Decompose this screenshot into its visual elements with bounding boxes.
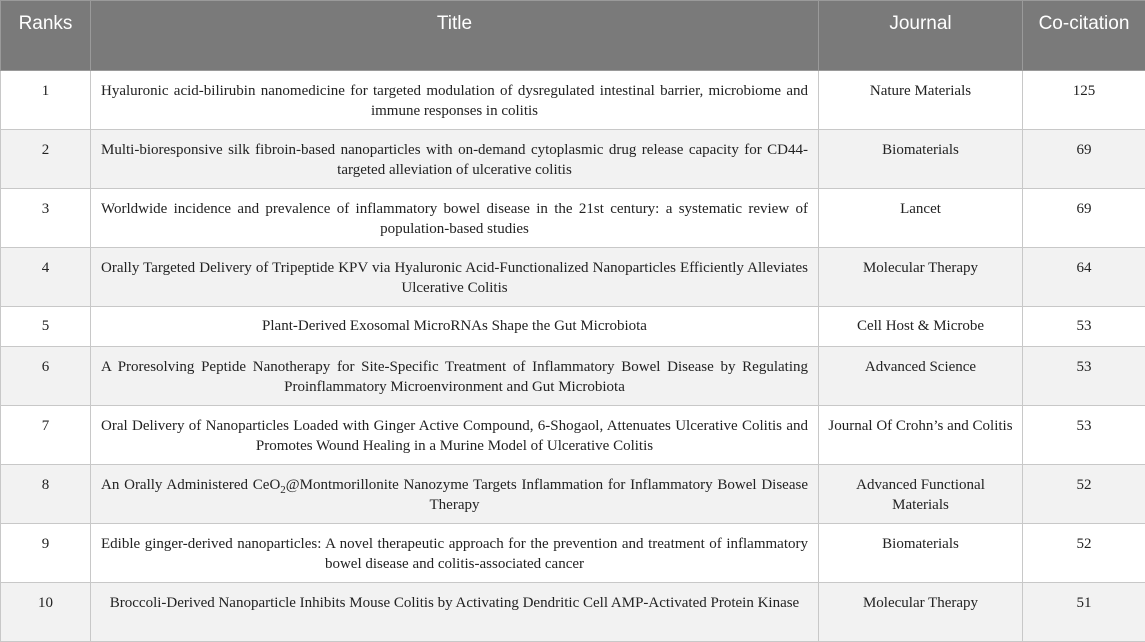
cocitation-cell: 53: [1023, 406, 1145, 465]
rank-cell: 3: [1, 189, 91, 248]
rank-cell: 2: [1, 130, 91, 189]
title-text-pre: An Orally Administered CeO: [101, 477, 281, 493]
cocitation-cell: 125: [1023, 71, 1145, 130]
cocitation-cell: 53: [1023, 307, 1145, 347]
table-row: [1, 248, 1145, 307]
journal-cell: Lancet: [819, 189, 1023, 248]
header-journal: Journal: [819, 1, 1023, 71]
journal-cell: Cell Host & Microbe: [819, 307, 1023, 347]
title-subscript: 2: [280, 484, 286, 496]
title-cell: Edible ginger-derived nanoparticles: A novel therapeutic approach for the prevention and treatment of inflammatory bowel disease and colitis-associated cancer: [91, 524, 819, 583]
title-cell: Worldwide incidence and prevalence of inflammatory bowel disease in the 21st century: a systematic review of population-based studies: [91, 189, 819, 248]
title-text-post: @Montmorillonite Nanozyme Targets Inflammation for Inflammatory Bowel Disease Therapy: [285, 477, 808, 513]
table-row: [1, 465, 1145, 524]
cocitation-cell: 52: [1023, 524, 1145, 583]
rank-cell: 6: [1, 347, 91, 406]
cocitation-cell: 69: [1023, 189, 1145, 248]
table-row: [1, 189, 1145, 248]
table-row: [1, 583, 1145, 642]
rank-cell: 10: [1, 583, 91, 642]
header-row: [1, 1, 1145, 71]
rank-cell: 9: [1, 524, 91, 583]
table-row: [1, 406, 1145, 465]
cocitation-cell: 52: [1023, 465, 1145, 524]
journal-cell: Advanced Functional Materials: [819, 465, 1023, 524]
title-cell: Orally Targeted Delivery of Tripeptide KPV via Hyaluronic Acid-Functionalized Nanoparticles Efficiently Alleviates Ulcerative Colitis: [91, 248, 819, 307]
title-cell: Multi-bioresponsive silk fibroin-based nanoparticles with on-demand cytoplasmic drug release capacity for CD44-targeted alleviation of ulcerative colitis: [91, 130, 819, 189]
journal-cell: Molecular Therapy: [819, 248, 1023, 307]
title-cell: Oral Delivery of Nanoparticles Loaded with Ginger Active Compound, 6-Shogaol, Attenuates Ulcerative Colitis and Promotes Wound Healing in a Murine Model of Ulcerative Colitis: [91, 406, 819, 465]
rank-cell: 7: [1, 406, 91, 465]
rank-cell: 8: [1, 465, 91, 524]
title-cell: A Proresolving Peptide Nanotherapy for Site-Specific Treatment of Inflammatory Bowel Disease by Regulating Proinflammatory Microenvironment and Gut Microbiota: [91, 347, 819, 406]
journal-cell: Journal Of Crohn’s and Colitis: [819, 406, 1023, 465]
header-rank: Ranks: [1, 1, 91, 71]
table-row: [1, 307, 1145, 347]
journal-cell: Advanced Science: [819, 347, 1023, 406]
cocitation-cell: 53: [1023, 347, 1145, 406]
title-cell: Broccoli-Derived Nanoparticle Inhibits Mouse Colitis by Activating Dendritic Cell AMP-Activated Protein Kinase: [91, 583, 819, 642]
journal-cell: Nature Materials: [819, 71, 1023, 130]
header-title: Title: [91, 1, 819, 71]
cocitation-cell: 69: [1023, 130, 1145, 189]
header-cocitation: Co-citation: [1023, 1, 1145, 71]
rank-cell: 4: [1, 248, 91, 307]
title-cell: Hyaluronic acid-bilirubin nanomedicine for targeted modulation of dysregulated intestinal barrier, microbiome and immune responses in colitis: [91, 71, 819, 130]
title-cell: Plant-Derived Exosomal MicroRNAs Shape the Gut Microbiota: [91, 307, 819, 347]
journal-cell: Molecular Therapy: [819, 583, 1023, 642]
rank-cell: 5: [1, 307, 91, 347]
journal-cell: Biomaterials: [819, 130, 1023, 189]
cocitation-cell: 64: [1023, 248, 1145, 307]
table-row: [1, 71, 1145, 130]
cocitation-cell: 51: [1023, 583, 1145, 642]
journal-cell: Biomaterials: [819, 524, 1023, 583]
rank-cell: 1: [1, 71, 91, 130]
title-cell: [91, 465, 819, 524]
table-row: [1, 130, 1145, 189]
table-row: [1, 347, 1145, 406]
table-row: [1, 524, 1145, 583]
